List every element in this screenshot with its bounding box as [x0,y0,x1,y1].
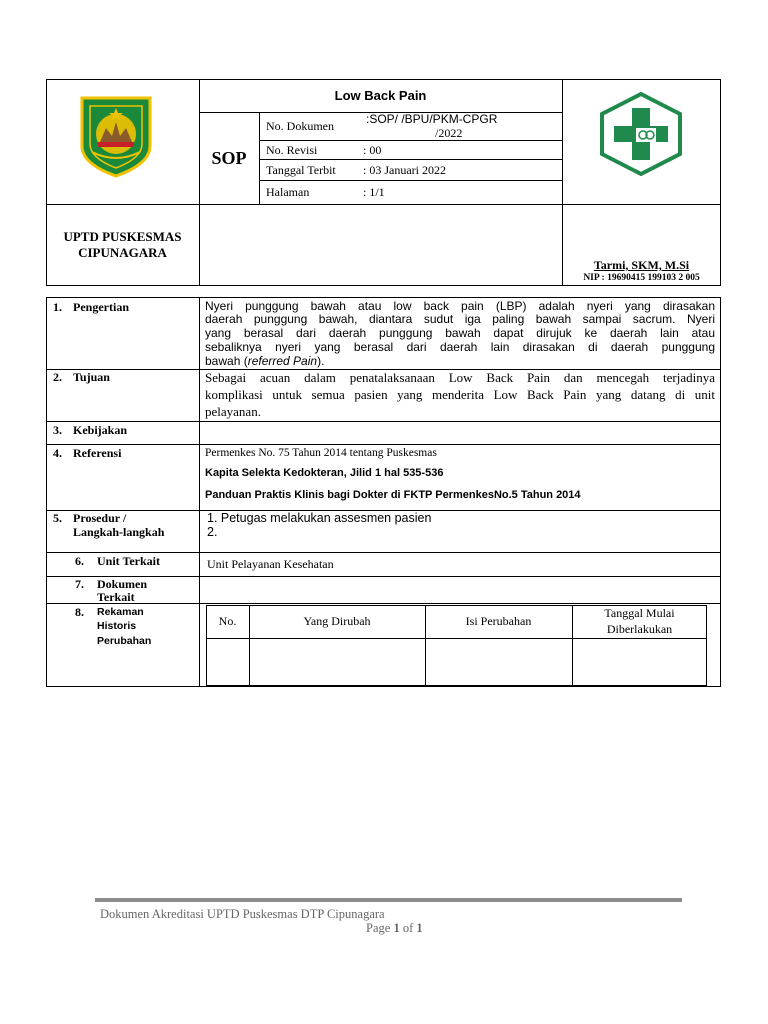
doc-row-line-2 [259,159,562,160]
prosedur-step-2: 2. [207,525,218,539]
doc-row-line-1 [259,140,562,141]
revision-header-content: Isi Perubahan [465,614,532,628]
footer-page-prefix: Page [366,921,394,935]
pengertian-line-4: sebaliknya nyeri yang berasal dari daerah lain dirasakan di daerah punggung [205,340,715,354]
revision-header-no: No. [218,614,237,628]
rekaman-label-3: Perubahan [97,635,152,647]
row-line-6 [46,576,721,577]
sop-label: SOP [211,148,247,168]
unit-terkait-label: Unit Terkait [97,554,161,568]
doc-row-value-3: : 03 Januari 2022 [363,163,446,177]
doc-row-label-2: No. Revisi [266,143,318,157]
row-line-3 [46,444,721,445]
footer-page-of: of [399,921,417,935]
tujuan-line-2: komplikasi untuk semua pasien yang menderita Low Back Pain yang datang di unit [205,387,715,402]
rekaman-label-2: Historis [97,620,137,632]
header-divider-right [562,79,563,286]
doc-row-value-2: : 00 [363,143,382,157]
doc-row-value-1: :SOP/ /BPU/PKM-CPGR [366,112,498,126]
dokumen-terkait-label-1: Dokumen [97,577,148,591]
footer-bar [95,898,682,902]
kebijakan-label: Kebijakan [73,423,128,437]
revision-header-changed: Yang Dirubah [303,614,371,628]
revision-header-line [206,638,707,639]
regional-emblem-icon [78,94,154,178]
doc-row-label-3: Tanggal Terbit [266,163,336,177]
signatory-nip: NIP : 19690415 199103 2 005 [583,273,700,283]
header-divider-left [199,79,200,286]
revision-header-date-1: Tanggal Mulai [604,606,675,620]
referensi-item-2: Kapita Selekta Kedokteran, Jilid 1 hal 535-536 [205,467,444,479]
tujuan-number: 2. [53,370,62,384]
doc-row-line-3 [259,180,562,181]
org-name: UPTD PUSKESMAS CIPUNAGARA [63,229,182,260]
pengertian-last-italic: referred Pain [247,354,318,368]
prosedur-label-2: Langkah-langkah [73,525,165,539]
rekaman-label-1: Rekaman [97,606,144,618]
footer-page-current: 1 [393,921,400,935]
unit-terkait-text: Unit Pelayanan Kesehatan [207,557,334,571]
revision-header-date-2: Diberlakukan [606,622,673,636]
doc-row-value-1b: /2022 [435,126,463,140]
row-line-7 [46,603,721,604]
referensi-label: Referensi [73,446,122,460]
footer-page-number [366,921,423,936]
row-line-2 [46,421,721,422]
footer-page-total: 1 [416,921,423,935]
prosedur-number: 5. [53,511,62,525]
tujuan-label: Tujuan [73,370,110,384]
doc-row-label-4: Halaman [266,185,310,199]
prosedur-step-1: 1. Petugas melakukan assesmen pasien [207,511,432,525]
doc-row-value-4: : 1/1 [363,185,385,199]
puskesmas-cross-logo-icon [598,92,684,176]
footer-doc-line: Dokumen Akreditasi UPTD Puskesmas DTP Cipunagara [100,907,385,921]
pengertian-line-5 [205,355,324,369]
dokumen-terkait-label-2: Terkait [97,590,135,604]
header-divider-mid [46,204,721,205]
tujuan-line-3: pelayanan. [205,404,261,419]
dokumen-terkait-number: 7. [75,577,84,591]
rekaman-number: 8. [75,605,84,619]
pengertian-line-2: daerah punggung bawah, diantara sudut iga paling bawah sampai sacrum. Nyeri [205,312,715,326]
referensi-item-1: Permenkes No. 75 Tahun 2014 tentang Puskesmas [205,447,437,459]
sop-divider [259,112,260,204]
row-line-5 [46,552,721,553]
body-column-divider [199,297,200,687]
referensi-item-3: Panduan Praktis Klinis bagi Dokter di FKTP PermenkesNo.5 Tahun 2014 [205,489,581,501]
pengertian-line-1: Nyeri punggung bawah atau low back pain (LBP) adalah nyeri yang dirasakan [205,299,715,313]
pengertian-last-prefix: bawah ( [205,354,248,368]
pengertian-label: Pengertian [73,300,129,314]
tujuan-line-1: Sebagai acuan dalam penatalaksanaan Low Back Pain dan mencegah terjadinya [205,370,715,385]
pengertian-line-3: yang berasal dari daerah punggung bawah dapat dirujuk ke daerah lain atau [205,326,715,340]
kebijakan-number: 3. [53,423,62,437]
pengertian-number: 1. [53,300,62,314]
unit-terkait-number: 6. [75,554,84,568]
referensi-number: 4. [53,446,62,460]
prosedur-label-1: Prosedur / [73,511,127,525]
doc-row-label-1: No. Dokumen [266,119,334,133]
signatory-name: Tarmi, SKM, M.Si [593,258,690,272]
document-title: Low Back Pain [334,88,427,103]
pengertian-last-suffix: ). [317,354,325,368]
